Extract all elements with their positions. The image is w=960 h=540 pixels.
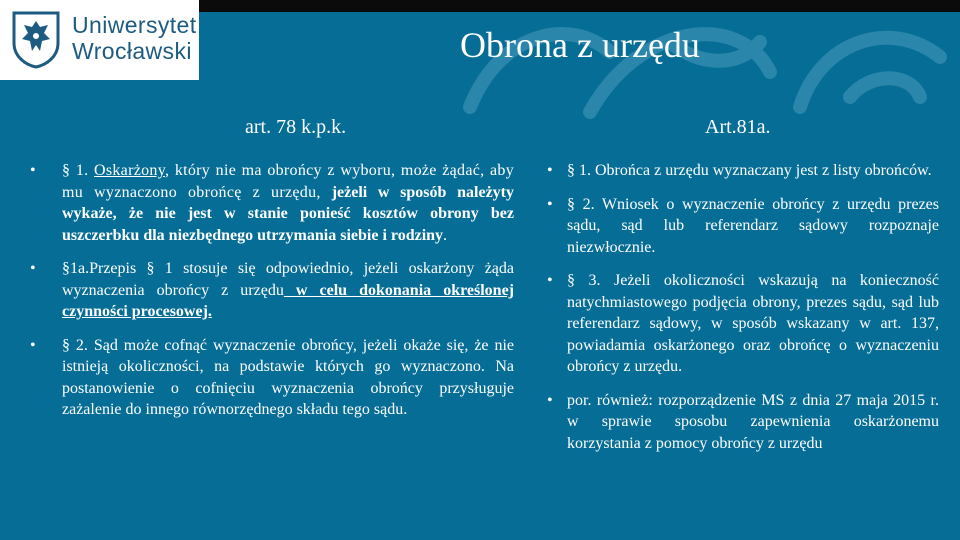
list-item: • § 2. Sąd może cofnąć wyznaczenie obrońcy, jeżeli okaże się, że nie istnieją okoliczności, na podstawie których go wyznaczono. Na postanowienie o cofnięciu wyznaczenia obrońcy przysługuje zażalenie do innego równorzędnego składu tego sądu. [30,336,514,418]
right-column [547,160,939,466]
slide-title: Obrona z urzędu [460,25,700,65]
logo-line-1: Uniwersytet [72,12,197,38]
list-item: • por. również: rozporządzenie MS z dnia 27 maja 2015 r. w sprawie sposobu zapewnienia oskarżonemu korzystania z pomocy obrońcy z urzędu [547,391,939,452]
list-item: • § 3. Jeżeli okoliczności wskazują na konieczność natychmiastowego podjęcia obrony, prezes sądu, sąd lub referendarz sądowy, w sposób wskazany w art. 137, powiadamia oskarżonego oraz obrońcę o wyznaczeniu obrońcy z urzędu. [547,272,939,375]
bullet-icon: • [547,272,553,289]
logo-line-2: Wrocławski [72,38,192,64]
list-item: • § 2. Wniosek o wyznaczenie obrońcy z urzędu prezes sądu, sąd lub referendarz sądowy rozpoznaje niezwłocznie. [547,195,939,256]
bullet-icon: • [547,162,553,179]
list-item: • § 1. Oskarżony, który nie ma obrońcy z wyboru, może żądać, aby mu wyznaczono obrońcę z urzędu, jeżeli w sposób należyty wykaże, że nie jest w stanie ponieść kosztów obrony bez uszczerbku dla niezbędnego utrzymania siebie i rodziny. [30,162,515,244]
underlined-bold-phrase: w celu dokonania określonej czynności procesowej. [62,281,515,320]
bullet-icon: • [547,391,553,409]
bold-condition: jeżeli w sposób należyty wykaże, że nie jest w stanie ponieść kosztów obrony bez uszczerbku dla niezbędnego utrzymania siebie i rodziny [62,183,514,244]
list-item: • §1a.Przepis § 1 stosuje się odpowiednio, jeżeli oskarżony żąda wyznaczenia obrońcy z urzędu w celu dokonania określonej czynności procesowej. [30,260,515,320]
bullet-icon: • [30,260,36,277]
list-item: • § 1. Obrońca z urzędu wyznaczany jest z listy obrońców. [547,160,939,182]
right-column-heading: Art.81a. [705,116,771,138]
left-column [30,160,514,433]
bullet-icon: • [30,162,36,179]
left-column-heading: art. 78 k.p.k. [245,116,347,138]
top-strip [199,0,960,12]
underlined-term: Oskarżony [94,162,165,179]
bullet-icon: • [547,195,553,213]
bullet-icon: • [30,336,36,354]
